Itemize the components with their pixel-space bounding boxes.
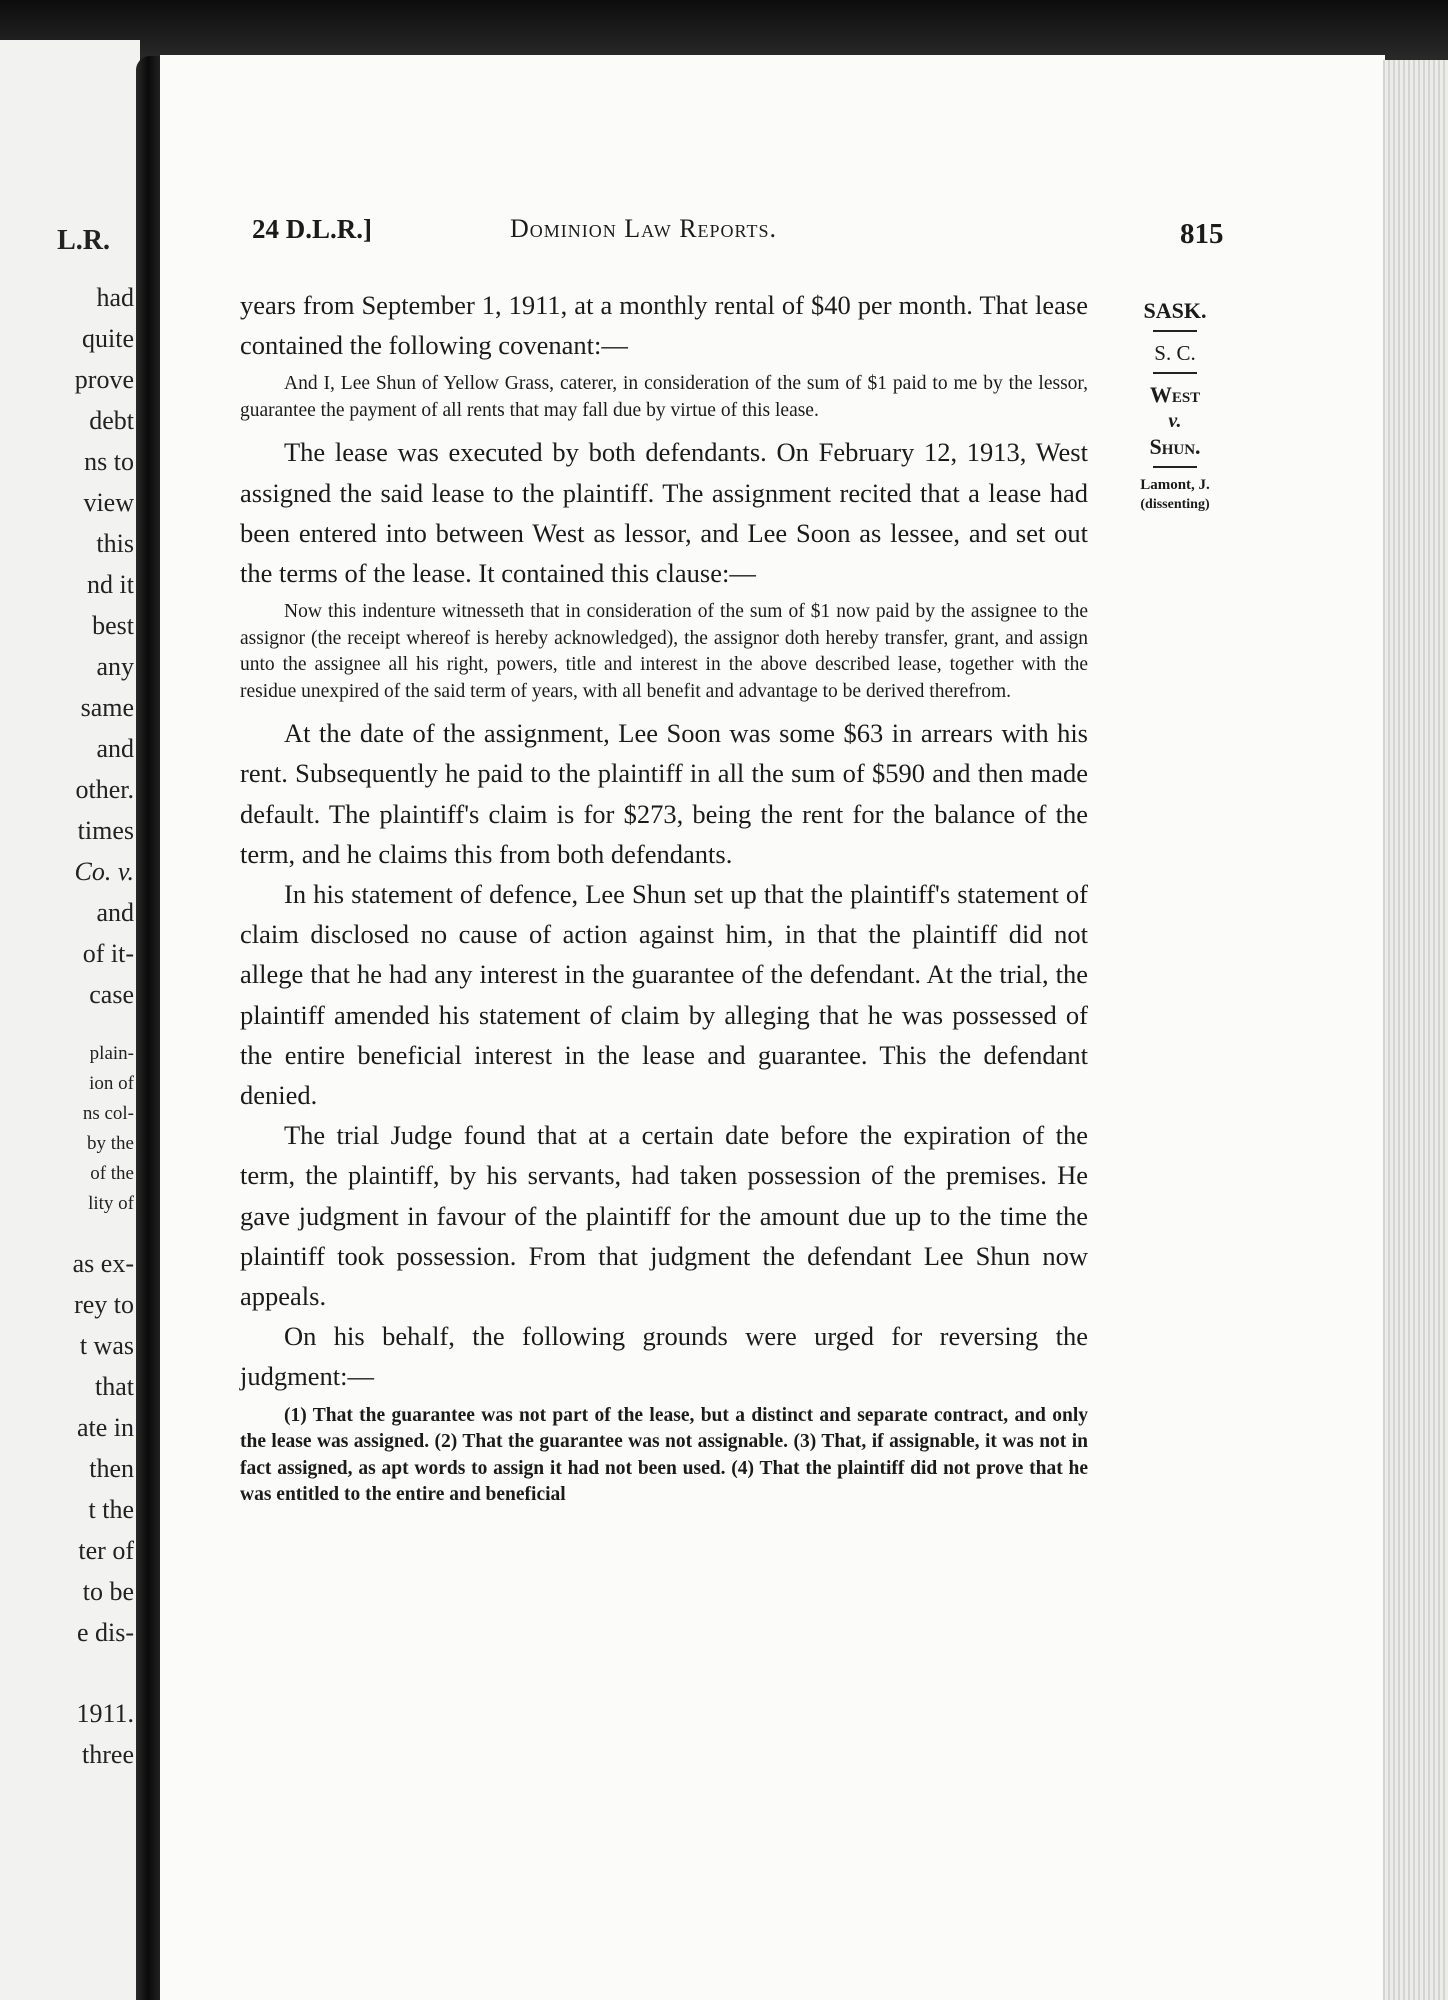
margin-divider: [1153, 330, 1197, 332]
scan-top-border: [0, 0, 1448, 62]
margin-divider: [1153, 372, 1197, 374]
margin-versus: v.: [1168, 410, 1182, 432]
left-page-fragment: by the: [87, 1133, 134, 1154]
margin-province: SASK.: [1143, 298, 1207, 323]
left-page-fragment: nd it: [87, 570, 134, 599]
left-page-fragment: of it-: [82, 939, 134, 968]
left-page-fragment: ter of: [78, 1536, 134, 1565]
left-page-fragment: and: [96, 734, 134, 763]
left-page-fragment: ns to: [84, 447, 134, 476]
margin-party-two: Shun.: [1149, 434, 1201, 459]
left-page-fragment: to be: [82, 1577, 134, 1606]
paragraph-lease-terms: years from September 1, 1911, at a monthly rental of $40 per month. That lease contained the following covenant:—: [240, 290, 1088, 361]
left-page-fragment: debt: [89, 406, 134, 435]
quote-grounds: (1) That the guarantee was not part of the lease, but a distinct and separate contract, and only the lease was assigned. (2) That the guarantee was not assignable. (3) That, if assignable, it was not in fact assigned, as apt words to assign it had not been used. (4) That the plaintiff did not prove that he was entitled to the entire and beneficial: [240, 1404, 1088, 1506]
left-page-fragment: best: [92, 611, 134, 640]
paragraph-trial-judgment: The trial Judge found that at a certain date before the expiration of the term, the plaintiff, by his servants, had taken possession of the premises. He gave judgment in favour of the plaintiff for the amount due up to the time the plaintiff took possession. From that judgment the defendant Lee Shun now appeals.: [240, 1120, 1088, 1312]
margin-divider: [1153, 466, 1197, 468]
left-page-fragment: quite: [82, 324, 134, 353]
running-head-volume: 24 D.L.R.]: [252, 214, 372, 244]
left-page-fragment: ns col-: [82, 1103, 134, 1124]
paragraph-arrears: At the date of the assignment, Lee Soon was some $63 in arrears with his rent. Subsequently he paid to the plaintiff in all the sum of $590 and then made default. The plaintiff's claim is for $273, being the rent for the balance of the term, and he claims this from both defendants.: [240, 718, 1088, 869]
left-page-fragment: and: [96, 898, 134, 927]
left-page-fragment: plain-: [89, 1043, 134, 1064]
left-page-fragment: then: [89, 1454, 134, 1483]
left-page-fragment: Co. v.: [74, 857, 134, 886]
left-page-fragment: e dis-: [76, 1618, 134, 1647]
margin-dissenting: (dissenting): [1140, 497, 1210, 512]
quote-indenture-clause: Now this indenture witnesseth that in consideration of the sum of $1 now paid by the assignee to the assignor (the receipt whereof is hereby acknowledged), the assignor doth hereby transfer, grant, and assign unto the assignee all his right, powers, title and interest in the above described lease, together with the residue unexpired of the said term of years, with all benefit and advantage to be derived therefrom.: [240, 601, 1088, 702]
left-page-fragment: ate in: [76, 1413, 134, 1442]
left-page-fragment: t was: [79, 1331, 134, 1360]
page-number: 815: [1180, 218, 1224, 250]
left-page-fragment: that: [95, 1372, 134, 1401]
page-body: [240, 285, 1088, 1517]
left-page-fragment: L.R.: [57, 225, 110, 256]
left-facing-page: [0, 40, 140, 2000]
margin-notes: [1120, 298, 1230, 514]
left-page-fragment: rey to: [74, 1290, 134, 1319]
paragraph-defence: In his statement of defence, Lee Shun set up that the plaintiff's statement of claim disclosed no cause of action against him, in that the plaintiff did not allege that he had any interest in the guarantee of the defendant. At the trial, the plaintiff amended his statement of claim by alleging that he was possessed of the entire beneficial interest in the lease and guarantee. This the defendant denied.: [240, 879, 1088, 1111]
left-page-fragment: had: [96, 283, 134, 312]
left-page-fragment: 1911.: [76, 1699, 134, 1728]
left-page-fragment: this: [96, 529, 134, 558]
left-page-fragment: t the: [88, 1495, 134, 1524]
paragraph-assignment: The lease was executed by both defendants. On February 12, 1913, West assigned the said lease to the plaintiff. The assignment recited that a lease had been entered into between West as lessor, and Lee Soon as lessee, and set out the terms of the lease. It contained this clause:—: [240, 437, 1088, 589]
left-page-fragment: same: [80, 693, 134, 722]
left-page-fragment: three: [82, 1740, 134, 1769]
left-page-fragment: case: [89, 980, 134, 1009]
margin-court: S. C.: [1154, 341, 1196, 365]
left-page-fragment: as ex-: [72, 1249, 134, 1278]
left-page-fragment: lity of: [88, 1193, 134, 1214]
left-page-fragment: other.: [75, 775, 134, 804]
quote-covenant: And I, Lee Shun of Yellow Grass, caterer, in consideration of the sum of $1 paid to me by the lessor, guarantee the payment of all rents that may fall due by virtue of this lease.: [240, 373, 1088, 421]
paragraph-grounds-intro: On his behalf, the following grounds were urged for reversing the judgment:—: [240, 1321, 1088, 1392]
running-head-title-rest: ominion Law Reports.: [529, 214, 777, 243]
left-page-fragment: ion of: [89, 1073, 134, 1094]
margin-judge: Lamont, J.: [1140, 477, 1210, 493]
left-page-fragment: view: [83, 488, 134, 517]
page-edges: [1383, 60, 1448, 2000]
left-page-fragment: times: [77, 816, 134, 845]
left-page-fragment: of the: [90, 1163, 134, 1184]
left-page-fragment: prove: [74, 365, 134, 394]
margin-party-one: West: [1149, 382, 1201, 407]
running-head-title: [510, 214, 777, 244]
running-head-title-initial: D: [510, 214, 530, 243]
left-page-fragment: any: [96, 652, 134, 681]
